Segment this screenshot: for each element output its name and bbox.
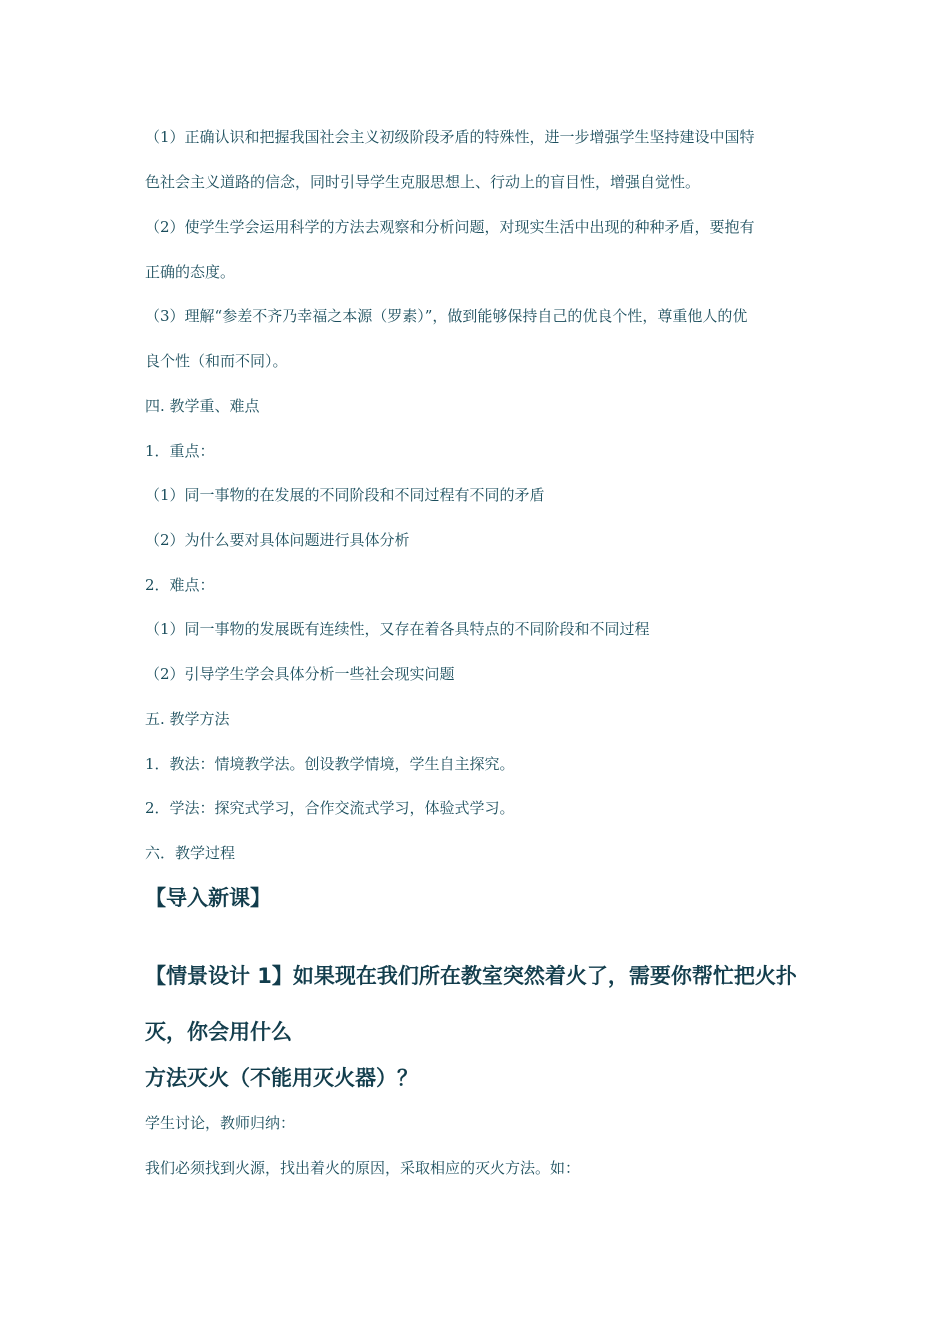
scenario-line-1: 【情景设计 1】如果现在我们所在教室突然着火了，需要你帮忙把火扑 xyxy=(145,964,797,988)
objective-line-5: （3）理解“参差不齐乃幸福之本源（罗素）”，做到能够保持自己的优良个性，尊重他人的优 xyxy=(145,307,748,325)
intro-heading: 【导入新课】 xyxy=(145,886,271,910)
objective-line-3: （2）使学生学会运用科学的方法去观察和分析问题，对现实生活中出现的种种矛盾，要抱有 xyxy=(145,218,755,236)
conclusion-text: 我们必须找到火源，找出着火的原因，采取相应的灭火方法。如： xyxy=(145,1159,581,1177)
objective-line-6: 良个性（和而不同）。 xyxy=(145,352,288,370)
method-item-2: 2．学法：探究式学习，合作交流式学习，体验式学习。 xyxy=(145,799,515,817)
difficult-point-1: （1）同一事物的发展既有连续性，又存在着各具特点的不同阶段和不同过程 xyxy=(145,620,650,638)
difficult-points-title: 2．难点： xyxy=(145,576,215,594)
section-5-title: 五. 教学方法 xyxy=(145,710,230,728)
method-item-1: 1．教法：情境教学法。创设教学情境，学生自主探究。 xyxy=(145,755,515,773)
difficult-point-2: （2）引导学生学会具体分析一些社会现实问题 xyxy=(145,665,455,683)
key-points-title: 1．重点： xyxy=(145,442,215,460)
objective-line-1: （1）正确认识和把握我国社会主义初级阶段矛盾的特殊性，进一步增强学生坚持建设中国特 xyxy=(145,128,755,146)
objective-line-4: 正确的态度。 xyxy=(145,263,236,281)
key-point-1: （1）同一事物的在发展的不同阶段和不同过程有不同的矛盾 xyxy=(145,486,545,504)
section-6-title: 六．教学过程 xyxy=(145,844,236,862)
objective-line-2: 色社会主义道路的信念，同时引导学生克服思想上、行动上的盲目性，增强自觉性。 xyxy=(145,173,701,191)
discussion-text: 学生讨论，教师归纳： xyxy=(145,1114,296,1132)
key-point-2: （2）为什么要对具体问题进行具体分析 xyxy=(145,531,410,549)
section-4-title: 四. 教学重、难点 xyxy=(145,397,260,415)
scenario-line-2: 灭，你会用什么 xyxy=(145,1020,292,1044)
scenario-line-3: 方法灭火（不能用灭火器）？ xyxy=(145,1066,418,1090)
